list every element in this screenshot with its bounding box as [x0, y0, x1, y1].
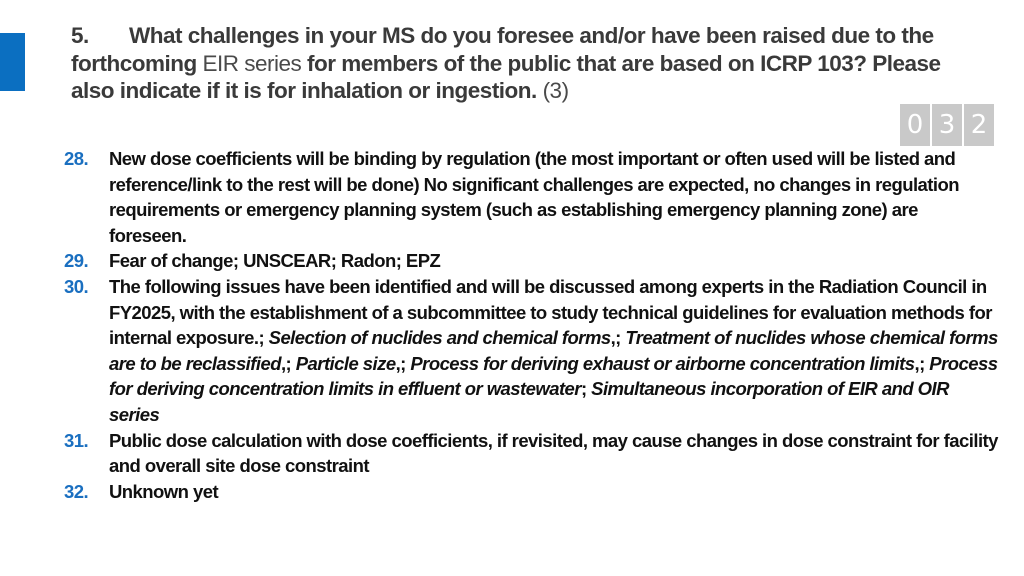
issue-reclassified-nuclides: Treatment of nuclides whose chemical forms are to be reclassified — [109, 327, 998, 374]
response-item-29 — [64, 248, 999, 274]
response-item-32 — [64, 479, 999, 505]
question-text-part-2: for members of the public that are based on ICRP 103? Please also indicate if it is for inhalation or ingestion. — [71, 50, 941, 103]
issue-particle-size: Particle size — [295, 352, 396, 374]
response-text — [109, 274, 999, 428]
question-number: 5. — [71, 23, 89, 48]
issue-eir-oir-incorporation: Simultaneous incorporation of EIR and OIR series — [109, 378, 949, 425]
response-text: Fear of change; UNSCEAR; Radon; EPZ — [109, 250, 441, 272]
issue-effluent-limits: Process for deriving concentration limits in effluent or wastewater — [109, 352, 998, 400]
response-text: Unknown yet — [109, 480, 219, 502]
separator: ,; — [395, 352, 411, 374]
issue-airborne-limits: Process for deriving exhaust or airborne concentration limits — [410, 352, 915, 374]
issue-nuclide-selection: Selection of nuclides and chemical forms — [268, 327, 611, 349]
response-number: 31. — [64, 429, 89, 451]
response-item-30 — [64, 274, 999, 428]
question-heading — [71, 22, 971, 105]
response-number: 28. — [64, 148, 89, 169]
counter-digit-1: 0 — [900, 104, 930, 146]
response-counter — [900, 104, 994, 146]
separator: ,; — [914, 352, 930, 374]
response-text: New dose coefficients will be binding by regulation (the most important or often used will be listed and reference/link to the rest will be done) No significant challenges are expected, no changes in regulation requirements or emergency planning system (such as establishing emergency planning zone) are foreseen. — [109, 148, 959, 246]
response-number: 29. — [64, 250, 89, 272]
accent-bar — [0, 33, 25, 91]
response-number: 30. — [64, 275, 89, 297]
response-text: Public dose calculation with dose coefficients, if revisited, may cause changes in dose constraint for facility and overall site dose constraint — [109, 429, 998, 477]
separator: ; — [580, 378, 592, 400]
response-item-28 — [64, 146, 999, 248]
separator: ,; — [280, 352, 296, 374]
counter-digit-2: 3 — [932, 104, 962, 146]
response-intro: The following issues have been identified and will be discussed among experts in the Radiation Council in FY2025, with the establishment of a subcommittee to study technical guidelines for evaluation methods for internal exposure.; — [109, 275, 992, 349]
question-text-part-1: What challenges in your MS do you foresee and/or have been raised due to the forthcoming — [71, 23, 934, 76]
response-item-31 — [64, 428, 999, 479]
response-number: 32. — [64, 480, 89, 502]
counter-digit-3: 2 — [964, 104, 994, 146]
question-response-count: (3) — [536, 78, 569, 103]
response-list — [64, 146, 999, 504]
separator: ,; — [610, 327, 626, 349]
question-text-eir-series: EIR series — [202, 50, 302, 76]
